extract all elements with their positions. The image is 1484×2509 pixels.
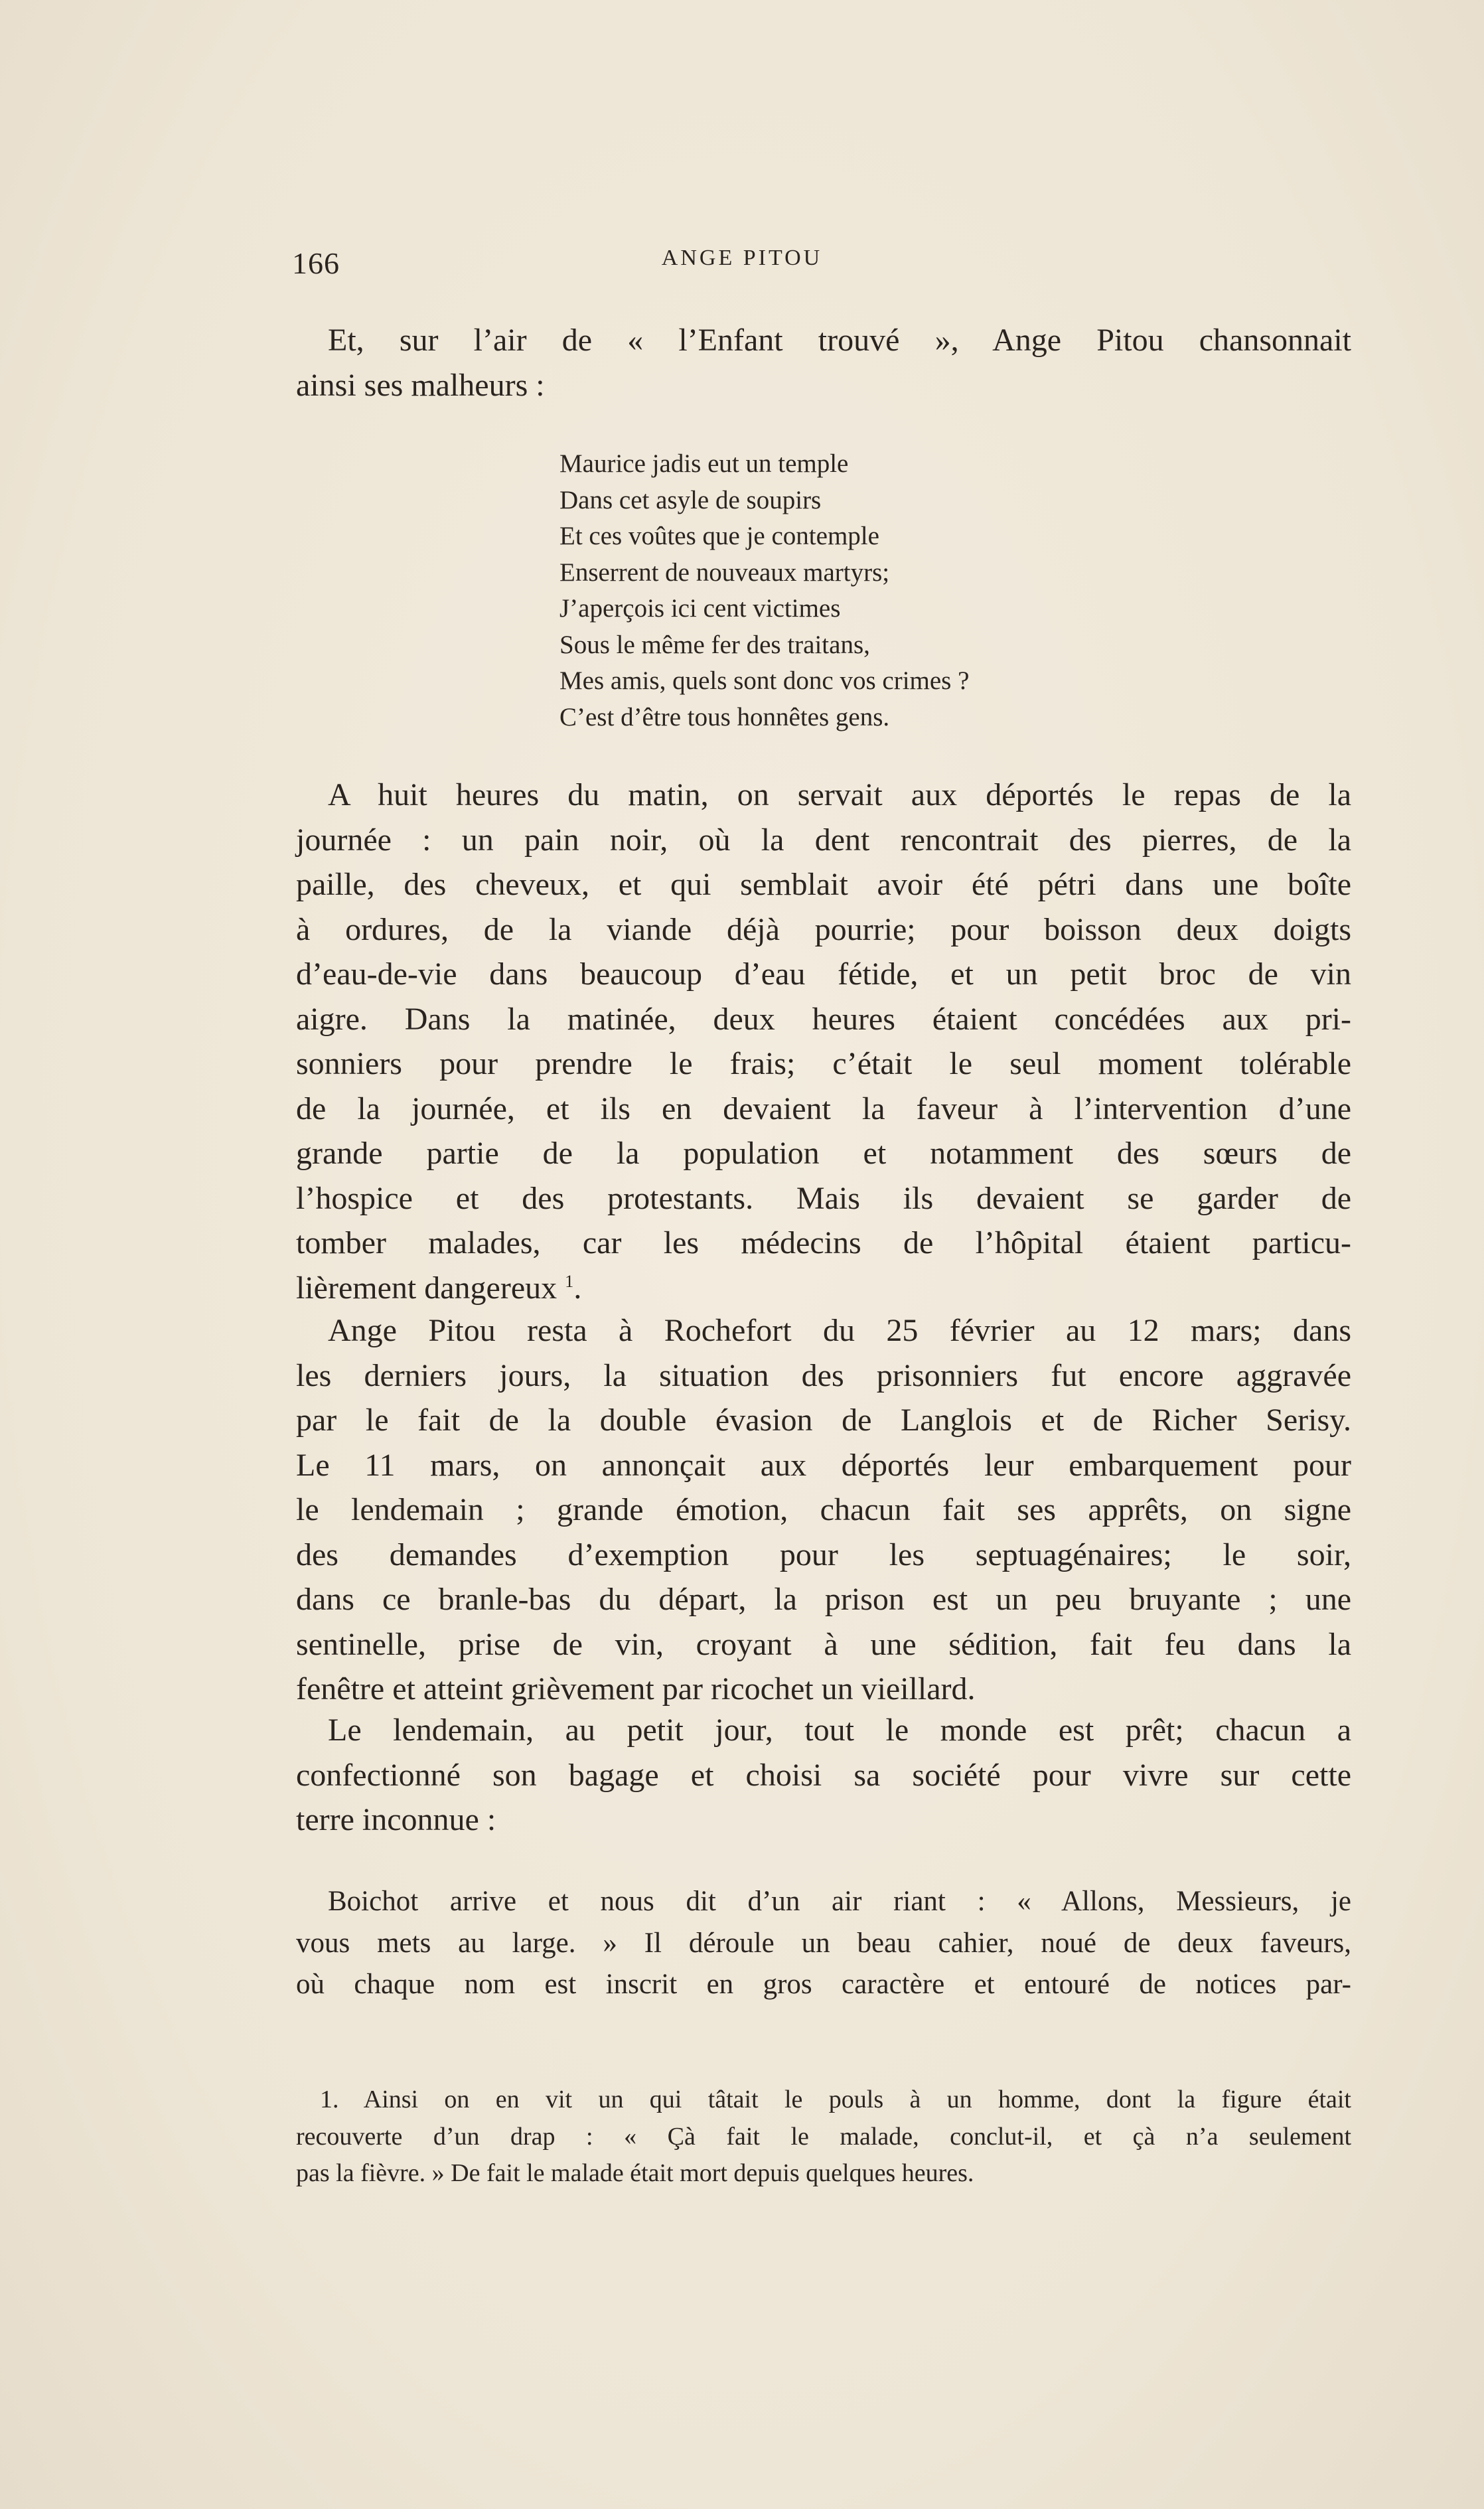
text-line: terre inconnue : <box>296 1802 496 1837</box>
verse-line: J’aperçois ici cent victimes <box>559 594 841 623</box>
text-line: de la journée, et ils en devaient la faveur à l’intervention d’une <box>296 1091 1351 1126</box>
text-line: des demandes d’exemption pour les septuagénaires; le soir, <box>296 1537 1351 1572</box>
text-line: sentinelle, prise de vin, croyant à une sédition, fait feu dans la <box>296 1626 1351 1662</box>
running-title: ANGE PITOU <box>661 246 823 270</box>
text-line: grande partie de la population et notamment des sœurs de <box>296 1136 1351 1171</box>
text-line: Ange Pitou resta à Rochefort du 25 février au 12 mars; dans <box>328 1313 1351 1348</box>
quoted-passage <box>296 1881 1351 2006</box>
footnote-line: recouverte d’un drap : « Çà fait le malade, conclut-il, et çà n’a seulement <box>296 2122 1351 2151</box>
text-line: Boichot arrive et nous dit d’un air riant : « Allons, Messieurs, je <box>328 1886 1351 1917</box>
text-line: Le lendemain, au petit jour, tout le monde est prêt; chacun a <box>328 1712 1351 1748</box>
text-line: A huit heures du matin, on servait aux déportés le repas de la <box>328 777 1351 812</box>
paragraph-rochefort <box>296 1308 1351 1712</box>
verse-line: Et ces voûtes que je contemple <box>559 522 879 550</box>
text-line: sonniers pour prendre le frais; c’était le seul moment tolérable <box>296 1046 1351 1081</box>
verse-stanza <box>559 446 1157 735</box>
text-line: vous mets au large. » Il déroule un beau cahier, noué de deux faveurs, <box>296 1927 1351 1959</box>
paragraph-next-day <box>296 1708 1351 1843</box>
verse-line: Maurice jadis eut un temple <box>559 449 849 478</box>
footnote-reference[interactable]: 1 <box>565 1270 574 1291</box>
text-line: par le fait de la double évasion de Langlois et de Richer Serisy. <box>296 1403 1351 1438</box>
text-line: ainsi ses malheurs : <box>296 367 545 403</box>
text-line: aigre. Dans la matinée, deux heures étaient concédées aux pri- <box>296 1001 1351 1037</box>
verse-line: C’est d’être tous honnêtes gens. <box>559 702 890 731</box>
verse-line: Sous le même fer des traitans, <box>559 630 870 659</box>
text-line: tomber malades, car les médecins de l’hôpital étaient particu- <box>296 1225 1351 1260</box>
text-line: dans ce branle-bas du départ, la prison est un peu bruyante ; une <box>296 1582 1351 1617</box>
text-line <box>296 1266 1351 1311</box>
text-line: confectionné son bagage et choisi sa société pour vivre sur cette <box>296 1757 1351 1793</box>
footnote <box>296 2082 1351 2192</box>
text-line: l’hospice et des protestants. Mais ils devaient se garder de <box>296 1180 1351 1216</box>
text-line: à ordures, de la viande déjà pourrie; pour boisson deux doigts <box>296 911 1351 947</box>
text-line: journée : un pain noir, où la dent rencontrait des pierres, de la <box>296 822 1351 858</box>
footnote-line: 1. Ainsi on en vit un qui tâtait le pouls à un homme, dont la figure était <box>320 2086 1351 2113</box>
text-line: le lendemain ; grande émotion, chacun fait ses apprêts, on signe <box>296 1492 1351 1527</box>
text-line: d’eau-de-vie dans beaucoup d’eau fétide, et un petit broc de vin <box>296 956 1351 992</box>
verse-line: Dans cet asyle de soupirs <box>559 485 822 514</box>
verse-line: Enserrent de nouveaux martyrs; <box>559 558 890 587</box>
text-line: où chaque nom est inscrit en gros caractère et entouré de notices par- <box>296 1969 1351 2000</box>
text-line: Et, sur l’air de « l’Enfant trouvé », Ange Pitou chansonnait <box>328 323 1351 358</box>
verse-line: Mes amis, quels sont donc vos crimes ? <box>559 666 970 695</box>
paragraph-prison-conditions <box>296 773 1351 1310</box>
text-line: les derniers jours, la situation des prisonniers fut encore aggravée <box>296 1357 1351 1393</box>
footnote-line: pas la fièvre. » De fait le malade était mort depuis quelques heures. <box>296 2159 974 2187</box>
text-fragment: . <box>573 1270 582 1306</box>
text-line: Le 11 mars, on annonçait aux déportés leur embarquement pour <box>296 1447 1351 1483</box>
text-line: paille, des cheveux, et qui semblait avoir été pétri dans une boîte <box>296 867 1351 902</box>
intro-paragraph <box>296 318 1351 408</box>
text-line: fenêtre et atteint grièvement par ricochet un vieillard. <box>296 1671 976 1707</box>
page-number: 166 <box>292 246 340 280</box>
text-fragment: lièrement dangereux <box>296 1270 557 1306</box>
